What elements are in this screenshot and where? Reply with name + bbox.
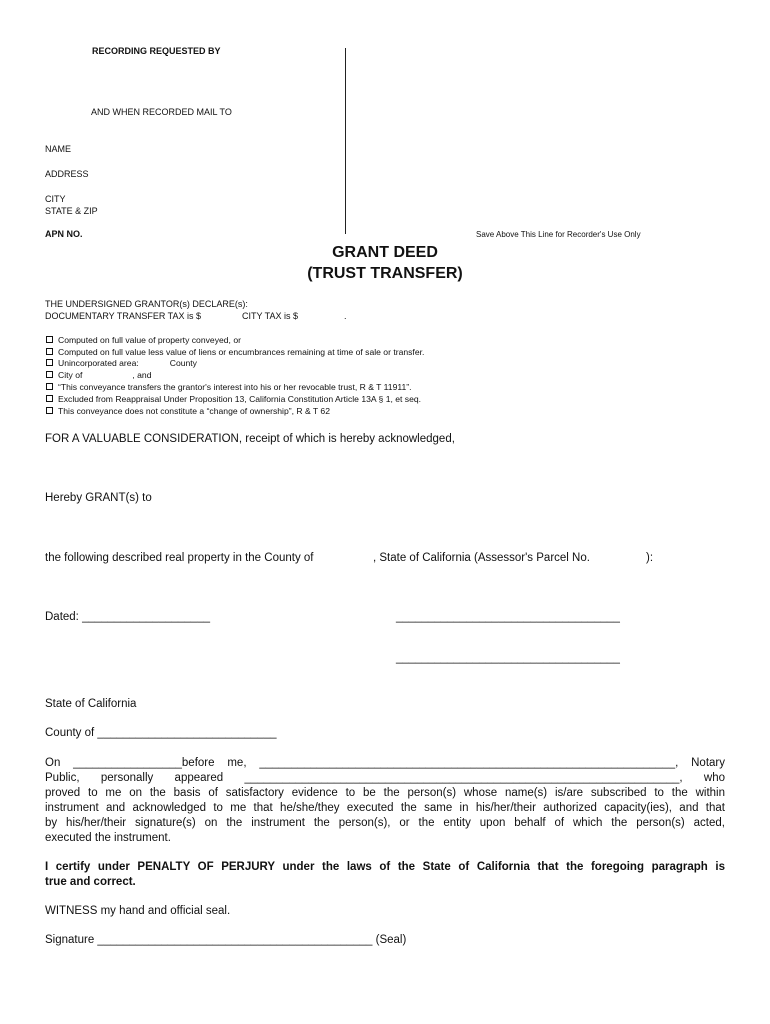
property-close-text: ): bbox=[646, 552, 654, 564]
consideration-text: FOR A VALUABLE CONSIDERATION, receipt of which is hereby acknowledged, bbox=[45, 433, 455, 445]
checkbox-no-change-ownership[interactable] bbox=[46, 405, 330, 416]
grantor-signature-line-2[interactable]: ___________________________________ bbox=[396, 652, 620, 664]
checkbox-less-liens[interactable] bbox=[46, 346, 424, 357]
deed-title: GRANT DEED bbox=[332, 244, 438, 261]
checkbox-box[interactable] bbox=[46, 383, 53, 390]
checkbox-revocable-trust[interactable] bbox=[46, 381, 412, 392]
checkbox-box[interactable] bbox=[46, 395, 53, 402]
checkbox-label: City of bbox=[58, 369, 83, 380]
checkbox-label: Excluded from Reappraisal Under Proposition 13, California Constitution Article 13A § 1, et seq. bbox=[58, 393, 422, 404]
grant-to-text: Hereby GRANT(s) to bbox=[45, 492, 152, 504]
address-label: ADDRESS bbox=[45, 169, 89, 179]
tax-period: . bbox=[344, 311, 347, 321]
perjury-line: true and correct. bbox=[45, 876, 136, 888]
checkbox-box[interactable] bbox=[46, 336, 53, 343]
checkbox-box[interactable] bbox=[46, 359, 53, 366]
perjury-statement bbox=[45, 860, 725, 890]
apn-label: APN NO. bbox=[45, 229, 83, 239]
county-label: County bbox=[169, 357, 197, 368]
state-zip-label: STATE & ZIP bbox=[45, 206, 98, 216]
name-label: NAME bbox=[45, 144, 72, 154]
city-label: CITY bbox=[45, 194, 66, 204]
notary-signature-line[interactable]: Signature ___________________________________________ (Seal) bbox=[45, 934, 407, 946]
notary-line: by his/her/their signature(s) on the instrument the person(s), or the entity upon behalf of which the person(s) acted, bbox=[45, 817, 725, 829]
checkbox-full-value[interactable] bbox=[46, 334, 241, 345]
recorder-use-note: Save Above This Line for Recorder's Use Only bbox=[476, 230, 641, 239]
header-divider bbox=[345, 48, 346, 234]
checkbox-label: Unincorporated area: bbox=[58, 357, 139, 368]
notary-line: Public, personally appeared ____________________________________________________________________, who bbox=[45, 772, 725, 784]
checkbox-label: “This conveyance transfers the grantor's interest into his or her revocable trust, R & T 11911”. bbox=[58, 381, 412, 392]
notary-line: On _________________before me, _________________________________________________________________, Notary bbox=[45, 757, 725, 769]
deed-subtitle: (TRUST TRANSFER) bbox=[307, 265, 463, 282]
checkbox-label: This conveyance does not constitute a “change of ownership”, R & T 62 bbox=[58, 405, 330, 416]
checkbox-box[interactable] bbox=[46, 348, 53, 355]
grantor-signature-line-1[interactable]: ___________________________________ bbox=[396, 611, 620, 623]
checkbox-label: Computed on full value of property conveyed, or bbox=[58, 334, 241, 345]
checkbox-label: Computed on full value less value of liens or encumbrances remaining at time of sale or transfer. bbox=[58, 346, 425, 357]
checkbox-box[interactable] bbox=[46, 407, 53, 414]
grantor-declare: THE UNDERSIGNED GRANTOR(s) DECLARE(s): bbox=[45, 299, 248, 309]
witness-text: WITNESS my hand and official seal. bbox=[45, 905, 231, 917]
checkbox-box[interactable] bbox=[46, 371, 53, 378]
recording-requested-by-label: RECORDING REQUESTED BY bbox=[92, 46, 221, 56]
notary-acknowledgment bbox=[45, 756, 725, 846]
mail-to-label: AND WHEN RECORDED MAIL TO bbox=[91, 107, 232, 117]
city-and-label: , and bbox=[132, 369, 152, 380]
notary-line: executed the instrument. bbox=[45, 832, 171, 844]
notary-line: instrument and acknowledged to me that he/she/they executed the same in his/her/their authorized capacity(ies), and that bbox=[45, 802, 725, 814]
dated-field[interactable]: Dated: ____________________ bbox=[45, 611, 210, 623]
notary-county[interactable]: County of ____________________________ bbox=[45, 727, 277, 739]
documentary-transfer-tax: DOCUMENTARY TRANSFER TAX is $ bbox=[45, 311, 202, 321]
property-state-text: , State of California (Assessor's Parcel No. bbox=[373, 552, 590, 564]
checkbox-city-of[interactable] bbox=[46, 369, 151, 380]
notary-state: State of California bbox=[45, 698, 137, 710]
property-county-text: the following described real property in the County of bbox=[45, 552, 314, 564]
checkbox-unincorporated[interactable] bbox=[46, 357, 197, 368]
checkbox-prop13[interactable] bbox=[46, 393, 421, 404]
city-tax: CITY TAX is $ bbox=[242, 311, 299, 321]
perjury-line: I certify under PENALTY OF PERJURY under the laws of the State of California that the foregoing paragraph is bbox=[45, 861, 725, 873]
notary-line: proved to me on the basis of satisfactory evidence to be the person(s) whose name(s) is/are subscribed to the within bbox=[45, 787, 725, 799]
